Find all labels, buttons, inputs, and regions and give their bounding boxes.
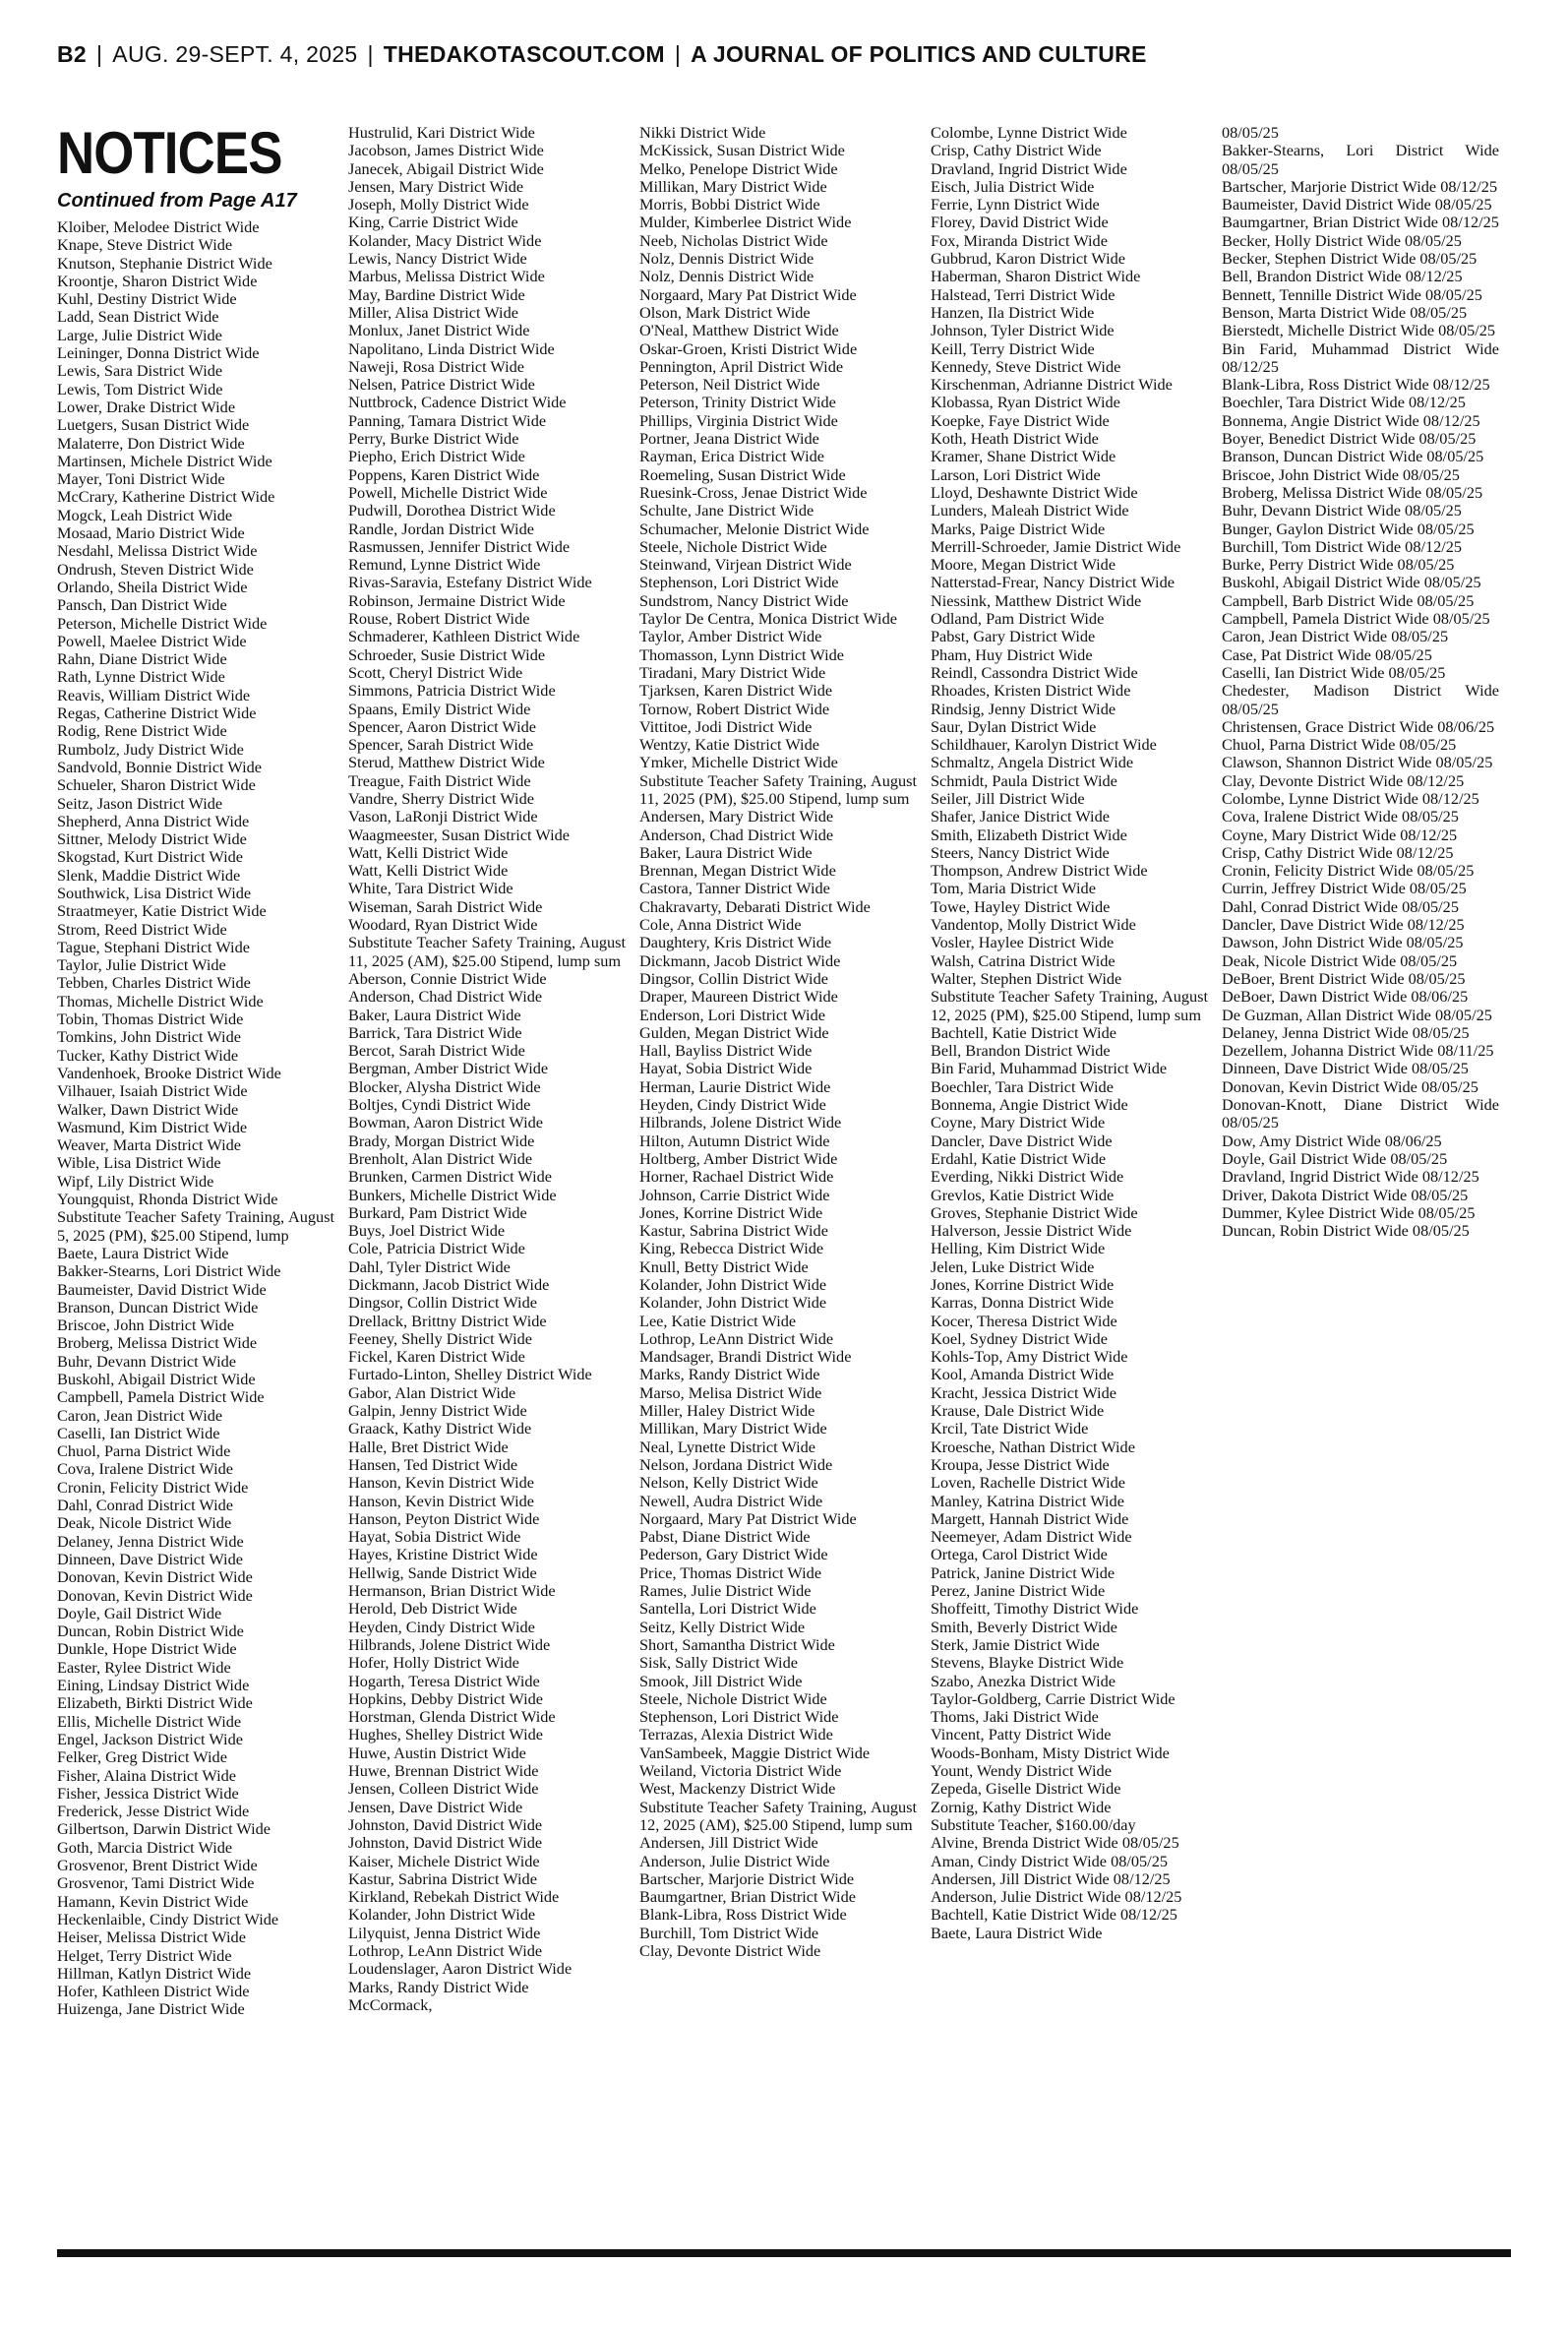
tagline: A JOURNAL OF POLITICS AND CULTURE xyxy=(691,41,1147,67)
issue-date: AUG. 29-SEPT. 4, 2025 xyxy=(112,41,358,67)
notice-column-5 xyxy=(1222,124,1499,2230)
site-link[interactable]: THEDAKOTASCOUT.COM xyxy=(383,41,665,67)
masthead xyxy=(57,41,1509,81)
notice-column-3 xyxy=(639,124,917,2230)
notice-text: Colombe, Lynne District Wide Crisp, Cathy District Wide Dravland, Ingrid District Wide Eisch, Julia District Wide Ferrie, Lynn District Wide Florey, David District Wide Fox, Miranda District Wide Gubbrud, Karon District Wide Haberman, Sharon District Wide Halstead, Terri District Wide Hanzen, Ila District Wide Johnson, Tyler District Wide Keill, Terry District Wide Kennedy, Steve District Wide Kirschenman, Adrianne District Wide Klobassa, Ryan District Wide Koepke, Faye District Wide Koth, Heath District Wide Kramer, Shane District Wide Larson, Lori District Wide Lloyd, Deshawnte District Wide Lunders, Maleah District Wide Marks, Paige District Wide Merrill-Schroeder, Jamie District Wide Moore, Megan District Wide Natterstad-Frear, Nancy District Wide Niessink, Matthew District Wide Odland, Pam District Wide Pabst, Gary District Wide Pham, Huy District Wide Reindl, Cassondra District Wide Rhoades, Kristen District Wide Rindsig, Jenny District Wide Saur, Dylan District Wide Schildhauer, Karolyn District Wide Schmaltz, Angela District Wide Schmidt, Paula District Wide Seiler, Jill District Wide Shafer, Janice District Wide Smith, Elizabeth District Wide Steers, Nancy District Wide Thompson, Andrew District Wide Tom, Maria District Wide Towe, Hayley District Wide Vandentop, Molly District Wide Vosler, Haylee District Wide Walsh, Catrina District Wide Walter, Stephen District Wide Substitute Teacher Safety Training, August 12, 2025 (PM), $25.00 Stipend, lump sum Bachtell, Katie District Wide Bell, Brandon District Wide Bin Farid, Muhammad District Wide Boechler, Tara District Wide Bonnema, Angie District Wide Coyne, Mary District Wide Dancler, Dave District Wide Erdahl, Katie District Wide Everding, Nikki District Wide Grevlos, Katie District Wide Groves, Stephanie District Wide Halverson, Jessie District Wide Helling, Kim District Wide Jelen, Luke District Wide Jones, Korrine District Wide Karras, Donna District Wide Kocer, Theresa District Wide Koel, Sydney District Wide Kohls-Top, Amy District Wide Kool, Amanda District Wide Kracht, Jessica District Wide Krause, Dale District Wide Krcil, Tate District Wide Kroesche, Nathan District Wide Kroupa, Jesse District Wide Loven, Rachelle District Wide Manley, Katrina District Wide Margett, Hannah District Wide Neemeyer, Adam District Wide Ortega, Carol District Wide Patrick, Janine District Wide Perez, Janine District Wide Shoffeitt, Timothy District Wide Smith, Beverly District Wide Sterk, Jamie District Wide Stevens, Blayke District Wide Szabo, Anezka District Wide Taylor-Goldberg, Carrie District Wide Thoms, Jaki District Wide Vincent, Patty District Wide Woods-Bonham, Misty District Wide Yount, Wendy District Wide Zepeda, Giselle District Wide Zornig, Kathy District Wide Substitute Teacher, $160.00/day Alvine, Brenda District Wide 08/05/25 Aman, Cindy District Wide 08/05/25 Andersen, Jill District Wide 08/12/25 Anderson, Julie District Wide 08/12/25 Bachtell, Katie District Wide 08/12/25 Baete, Laura District Wide xyxy=(931,124,1208,1942)
notice-text: Kloiber, Melodee District Wide Knape, Steve District Wide Knutson, Stephanie District Wide Kroontje, Sharon District Wide Kuhl, Destiny District Wide Ladd, Sean District Wide Large, Julie District Wide Leininger, Donna District Wide Lewis, Sara District Wide Lewis, Tom District Wide Lower, Drake District Wide Luetgers, Susan District Wide Malaterre, Don District Wide Martinsen, Michele District Wide Mayer, Toni District Wide McCrary, Katherine District Wide Mogck, Leah District Wide Mosaad, Mario District Wide Nesdahl, Melissa District Wide Ondrush, Steven District Wide Orlando, Sheila District Wide Pansch, Dan District Wide Peterson, Michelle District Wide Powell, Maelee District Wide Rahn, Diane District Wide Rath, Lynne District Wide Reavis, William District Wide Regas, Catherine District Wide Rodig, Rene District Wide Rumbolz, Judy District Wide Sandvold, Bonnie District Wide Schueler, Sharon District Wide Seitz, Jason District Wide Shepherd, Anna District Wide Sittner, Melody District Wide Skogstad, Kurt District Wide Slenk, Maddie District Wide Southwick, Lisa District Wide Straatmeyer, Katie District Wide Strom, Reed District Wide Tague, Stephani District Wide Taylor, Julie District Wide Tebben, Charles District Wide Thomas, Michelle District Wide Tobin, Thomas District Wide Tomkins, John District Wide Tucker, Kathy District Wide Vandenhoek, Brooke District Wide Vilhauer, Isaiah District Wide Walker, Dawn District Wide Wasmund, Kim District Wide Weaver, Marta District Wide Wible, Lisa District Wide Wipf, Lily District Wide Youngquist, Rhonda District Wide Substitute Teacher Safety Training, August 5, 2025 (PM), $25.00 Stipend, lump Baete, Laura District Wide Bakker-Stearns, Lori District Wide Baumeister, David District Wide Branson, Duncan District Wide Briscoe, John District Wide Broberg, Melissa District Wide Buhr, Devann District Wide Buskohl, Abigail District Wide Campbell, Pamela District Wide Caron, Jean District Wide Caselli, Ian District Wide Chuol, Parna District Wide Cova, Iralene District Wide Cronin, Felicity District Wide Dahl, Conrad District Wide Deak, Nicole District Wide Delaney, Jenna District Wide Dinneen, Dave District Wide Donovan, Kevin District Wide Donovan, Kevin District Wide Doyle, Gail District Wide Duncan, Robin District Wide Dunkle, Hope District Wide Easter, Rylee District Wide Eining, Lindsay District Wide Elizabeth, Birkti District Wide Ellis, Michelle District Wide Engel, Jackson District Wide Felker, Greg District Wide Fisher, Alaina District Wide Fisher, Jessica District Wide Frederick, Jesse District Wide Gilbertson, Darwin District Wide Goth, Marcia District Wide Grosvenor, Brent District Wide Grosvenor, Tami District Wide Hamann, Kevin District Wide Heckenlaible, Cindy District Wide Heiser, Melissa District Wide Helget, Terry District Wide Hillman, Katlyn District Wide Hofer, Kathleen District Wide Huizenga, Jane District Wide xyxy=(57,217,334,2019)
notice-column-4 xyxy=(931,124,1208,2230)
footer-rule xyxy=(57,2249,1511,2257)
notice-column-1 xyxy=(57,124,334,2230)
separator: | xyxy=(674,41,682,67)
notices-columns xyxy=(57,124,1511,2230)
notice-text: Nikki District Wide McKissick, Susan District Wide Melko, Penelope District Wide Millikan, Mary District Wide Morris, Bobbi District Wide Mulder, Kimberlee District Wide Neeb, Nicholas District Wide Nolz, Dennis District Wide Nolz, Dennis District Wide Norgaard, Mary Pat District Wide Olson, Mark District Wide O'Neal, Matthew District Wide Oskar-Groen, Kristi District Wide Pennington, April District Wide Peterson, Neil District Wide Peterson, Trinity District Wide Phillips, Virginia District Wide Portner, Jeana District Wide Rayman, Erica District Wide Roemeling, Susan District Wide Ruesink-Cross, Jenae District Wide Schulte, Jane District Wide Schumacher, Melonie District Wide Steele, Nichole District Wide Steinwand, Virjean District Wide Stephenson, Lori District Wide Sundstrom, Nancy District Wide Taylor De Centra, Monica District Wide Taylor, Amber District Wide Thomasson, Lynn District Wide Tiradani, Mary District Wide Tjarksen, Karen District Wide Tornow, Robert District Wide Vittitoe, Jodi District Wide Wentzy, Katie District Wide Ymker, Michelle District Wide Substitute Teacher Safety Training, August 11, 2025 (PM), $25.00 Stipend, lump sum Andersen, Mary District Wide Anderson, Chad District Wide Baker, Laura District Wide Brennan, Megan District Wide Castora, Tanner District Wide Chakravarty, Debarati District Wide Cole, Anna District Wide Daughtery, Kris District Wide Dickmann, Jacob District Wide Dingsor, Collin District Wide Draper, Maureen District Wide Enderson, Lori District Wide Gulden, Megan District Wide Hall, Bayliss District Wide Hayat, Sobia District Wide Herman, Laurie District Wide Heyden, Cindy District Wide Hilbrands, Jolene District Wide Hilton, Autumn District Wide Holtberg, Amber District Wide Horner, Rachael District Wide Johnson, Carrie District Wide Jones, Korrine District Wide Kastur, Sabrina District Wide King, Rebecca District Wide Knull, Betty District Wide Kolander, John District Wide Kolander, John District Wide Lee, Katie District Wide Lothrop, LeAnn District Wide Mandsager, Brandi District Wide Marks, Randy District Wide Marso, Melisa District Wide Miller, Haley District Wide Millikan, Mary District Wide Neal, Lynette District Wide Nelson, Jordana District Wide Nelson, Kelly District Wide Newell, Audra District Wide Norgaard, Mary Pat District Wide Pabst, Diane District Wide Pederson, Gary District Wide Price, Thomas District Wide Rames, Julie District Wide Santella, Lori District Wide Seitz, Kelly District Wide Short, Samantha District Wide Sisk, Sally District Wide Smook, Jill District Wide Steele, Nichole District Wide Stephenson, Lori District Wide Terrazas, Alexia District Wide VanSambeek, Maggie District Wide Weiland, Victoria District Wide West, Mackenzy District Wide Substitute Teacher Safety Training, August 12, 2025 (AM), $25.00 Stipend, lump sum Andersen, Jill District Wide Anderson, Julie District Wide Bartscher, Marjorie District Wide Baumgartner, Brian District Wide Blank-Libra, Ross District Wide Burchill, Tom District Wide Clay, Devonte District Wide xyxy=(639,124,917,1960)
notice-text: 08/05/25 Bakker-Stearns, Lori District Wide 08/05/25 Bartscher, Marjorie District Wide 08/12/25 Baumeister, David District Wide 08/05/25 Baumgartner, Brian District Wide 08/12/25 Becker, Holly District Wide 08/05/25 Becker, Stephen District Wide 08/05/25 Bell, Brandon District Wide 08/12/25 Bennett, Tennille District Wide 08/05/25 Benson, Marta District Wide 08/05/25 Bierstedt, Michelle District Wide 08/05/25 Bin Farid, Muhammad District Wide 08/12/25 Blank-Libra, Ross District Wide 08/12/25 Boechler, Tara District Wide 08/12/25 Bonnema, Angie District Wide 08/12/25 Boyer, Benedict District Wide 08/05/25 Branson, Duncan District Wide 08/05/25 Briscoe, John District Wide 08/05/25 Broberg, Melissa District Wide 08/05/25 Buhr, Devann District Wide 08/05/25 Bunger, Gaylon District Wide 08/05/25 Burchill, Tom District Wide 08/12/25 Burke, Perry District Wide 08/05/25 Buskohl, Abigail District Wide 08/05/25 Campbell, Barb District Wide 08/05/25 Campbell, Pamela District Wide 08/05/25 Caron, Jean District Wide 08/05/25 Case, Pat District Wide 08/05/25 Caselli, Ian District Wide 08/05/25 Chedester, Madison District Wide 08/05/25 Christensen, Grace District Wide 08/06/25 Chuol, Parna District Wide 08/05/25 Clawson, Shannon District Wide 08/05/25 Clay, Devonte District Wide 08/12/25 Colombe, Lynne District Wide 08/12/25 Cova, Iralene District Wide 08/05/25 Coyne, Mary District Wide 08/12/25 Crisp, Cathy District Wide 08/12/25 Cronin, Felicity District Wide 08/05/25 Currin, Jeffrey District Wide 08/05/25 Dahl, Conrad District Wide 08/05/25 Dancler, Dave District Wide 08/12/25 Dawson, John District Wide 08/05/25 Deak, Nicole District Wide 08/05/25 DeBoer, Brent District Wide 08/05/25 DeBoer, Dawn District Wide 08/06/25 De Guzman, Allan District Wide 08/05/25 Delaney, Jenna District Wide 08/05/25 Dezellem, Johanna District Wide 08/11/25 Dinneen, Dave District Wide 08/05/25 Donovan, Kevin District Wide 08/05/25 Donovan-Knott, Diane District Wide 08/05/25 Dow, Amy District Wide 08/06/25 Doyle, Gail District Wide 08/05/25 Dravland, Ingrid District Wide 08/12/25 Driver, Dakota District Wide 08/05/25 Dummer, Kylee District Wide 08/05/25 Duncan, Robin District Wide 08/05/25 xyxy=(1222,124,1499,1241)
continued-note: Continued from Page A17 xyxy=(57,190,297,212)
section-title: NOTICES xyxy=(57,124,282,186)
notice-column-2 xyxy=(348,124,626,2230)
page-number: B2 xyxy=(57,41,88,67)
separator: | xyxy=(367,41,374,67)
separator: | xyxy=(96,41,103,67)
notice-text: Hustrulid, Kari District Wide Jacobson, James District Wide Janecek, Abigail District Wide Jensen, Mary District Wide Joseph, Molly District Wide King, Carrie District Wide Kolander, Macy District Wide Lewis, Nancy District Wide Marbus, Melissa District Wide May, Bardine District Wide Miller, Alisa District Wide Monlux, Janet District Wide Napolitano, Linda District Wide Naweji, Rosa District Wide Nelsen, Patrice District Wide Nuttbrock, Cadence District Wide Panning, Tamara District Wide Perry, Burke District Wide Piepho, Erich District Wide Poppens, Karen District Wide Powell, Michelle District Wide Pudwill, Dorothea District Wide Randle, Jordan District Wide Rasmussen, Jennifer District Wide Remund, Lynne District Wide Rivas-Saravia, Estefany District Wide Robinson, Jermaine District Wide Rouse, Robert District Wide Schmaderer, Kathleen District Wide Schroeder, Susie District Wide Scott, Cheryl District Wide Simmons, Patricia District Wide Spaans, Emily District Wide Spencer, Aaron District Wide Spencer, Sarah District Wide Sterud, Matthew District Wide Treague, Faith District Wide Vandre, Sherry District Wide Vason, LaRonji District Wide Waagmeester, Susan District Wide Watt, Kelli District Wide Watt, Kelli District Wide White, Tara District Wide Wiseman, Sarah District Wide Woodard, Ryan District Wide Substitute Teacher Safety Training, August 11, 2025 (AM), $25.00 Stipend, lump sum Aberson, Connie District Wide Anderson, Chad District Wide Baker, Laura District Wide Barrick, Tara District Wide Bercot, Sarah District Wide Bergman, Amber District Wide Blocker, Alysha District Wide Boltjes, Cyndi District Wide Bowman, Aaron District Wide Brady, Morgan District Wide Brenholt, Alan District Wide Brunken, Carmen District Wide Bunkers, Michelle District Wide Burkard, Pam District Wide Buys, Joel District Wide Cole, Patricia District Wide Dahl, Tyler District Wide Dickmann, Jacob District Wide Dingsor, Collin District Wide Drellack, Brittny District Wide Feeney, Shelly District Wide Fickel, Karen District Wide Furtado-Linton, Shelley District Wide Gabor, Alan District Wide Galpin, Jenny District Wide Graack, Kathy District Wide Halle, Bret District Wide Hansen, Ted District Wide Hanson, Kevin District Wide Hanson, Kevin District Wide Hanson, Peyton District Wide Hayat, Sobia District Wide Hayes, Kristine District Wide Hellwig, Sande District Wide Hermanson, Brian District Wide Herold, Deb District Wide Heyden, Cindy District Wide Hilbrands, Jolene District Wide Hofer, Holly District Wide Hogarth, Teresa District Wide Hopkins, Debby District Wide Horstman, Glenda District Wide Hughes, Shelley District Wide Huwe, Austin District Wide Huwe, Brennan District Wide Jensen, Colleen District Wide Jensen, Dave District Wide Johnston, David District Wide Johnston, David District Wide Kaiser, Michele District Wide Kastur, Sabrina District Wide Kirkland, Rebekah District Wide Kolander, John District Wide Lilyquist, Jenna District Wide Lothrop, LeAnn District Wide Loudenslager, Aaron District Wide Marks, Randy District Wide McCormack, xyxy=(348,124,626,2014)
